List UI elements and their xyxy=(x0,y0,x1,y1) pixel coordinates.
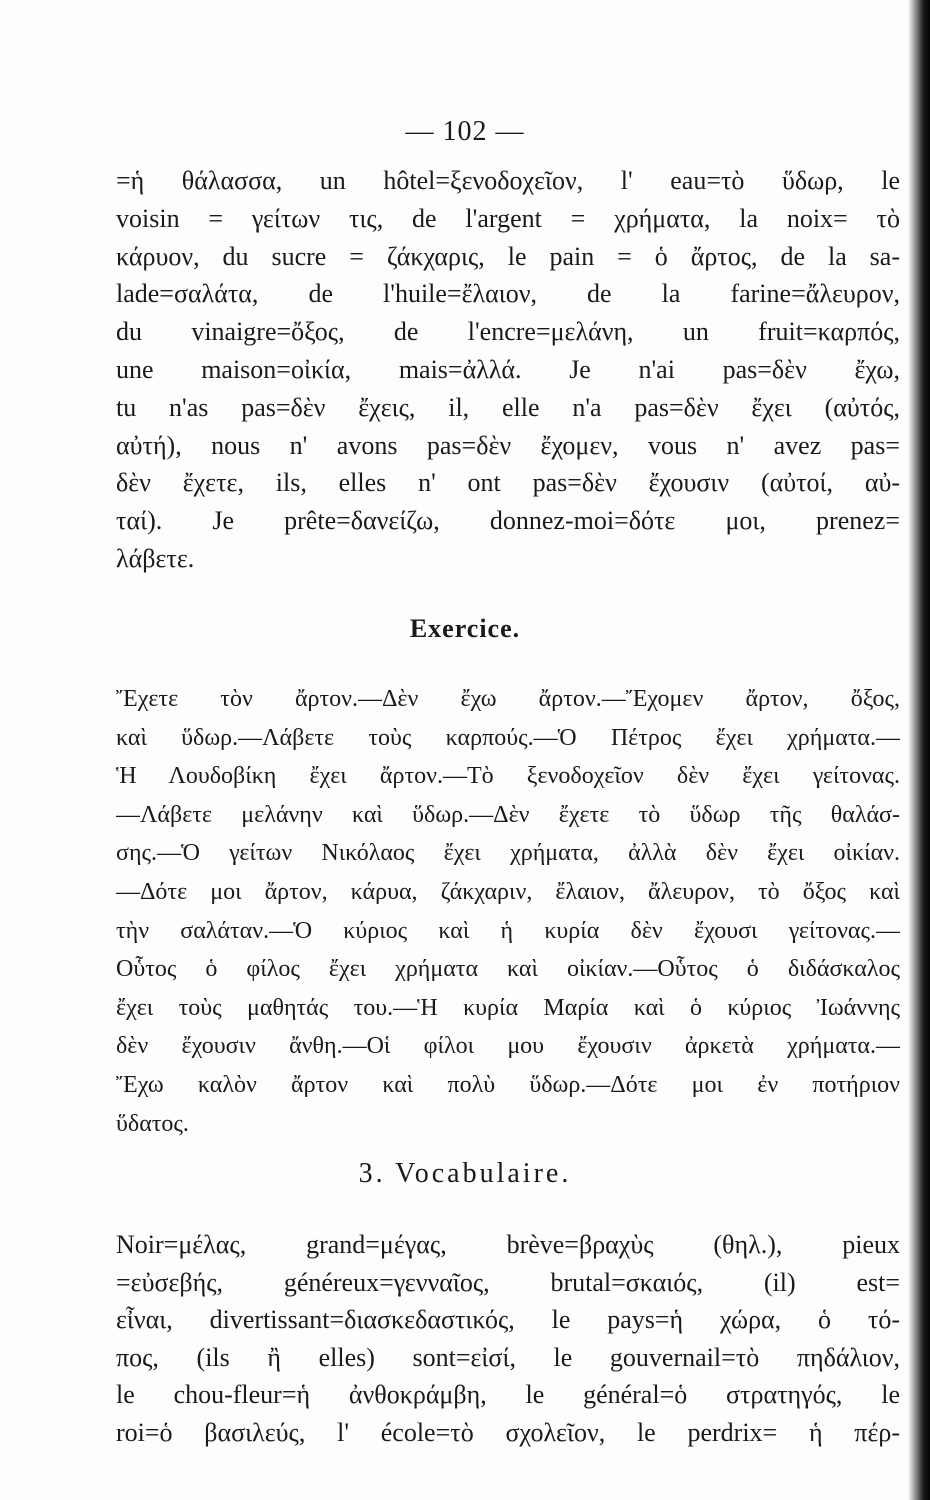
text-line: =ἡ θάλασσα, un hôtel=ξενοδοχεῖον, l' eau=τὸ ὕδωρ, le xyxy=(116,166,900,195)
page-number: — 102 — xyxy=(405,116,525,147)
text-line: tu n'as pas=δὲν ἔχεις, il, elle n'a pas=δὲν ἔχει (αὐτός, xyxy=(116,392,900,422)
page-edge-shadow xyxy=(908,0,930,1500)
text-line: roi=ὁ βασιλεύς, l' école=τὸ σχολεῖον, le perdrix= ἡ πέρ- xyxy=(116,1417,900,1447)
text-line: τὴν σαλάταν.—Ὁ κύριος καὶ ἡ κυρία δὲν ἔχουσι γείτονας.— xyxy=(116,917,900,944)
text-line: ὕδατος. xyxy=(116,1110,189,1137)
vocabulary-paragraph xyxy=(116,1226,900,1451)
text-line: Noir=μέλας, grand=μέγας, brève=βραχὺς (θηλ.), pieux xyxy=(116,1230,900,1259)
text-line: σης.—Ὁ γείτων Νικόλαος ἔχει χρήματα, ἀλλὰ δὲν ἔχει οἰκίαν. xyxy=(116,840,900,867)
text-line: Οὗτος ὁ φίλος ἔχει χρήματα καὶ οἰκίαν.—Οὗτος ὁ διδάσκαλος xyxy=(116,956,900,983)
text-line: εἶναι, divertissant=διασκεδαστικός, le pays=ἡ χώρα, ὁ τό- xyxy=(116,1305,900,1334)
text-line: =εὐσεβής, généreux=γενναῖος, brutal=σκαιός, (il) est= xyxy=(116,1267,900,1297)
text-line: du vinaigre=ὄξος, de l'encre=μελάνη, un fruit=καρπός, xyxy=(116,317,900,347)
text-line: ἔχει τοὺς μαθητάς του.—Ἡ κυρία Μαρία καὶ ὁ κύριος Ἰωάννης xyxy=(116,994,900,1021)
text-line: —Λάβετε μελάνην καὶ ὕδωρ.—Δὲν ἔχετε τὸ ὕδωρ τῆς θαλάσ- xyxy=(116,801,900,828)
text-line: Ἔχετε τὸν ἄρτον.—Δὲν ἔχω ἄρτον.—Ἔχομεν ἄρτον, ὄξος, xyxy=(116,686,900,712)
exercise-heading: Exercice. xyxy=(409,614,521,643)
text-line: κάρυον, du sucre = ζάκχαρις, le pain = ὁ ἄρτος, de la sa- xyxy=(116,241,900,271)
text-line: lade=σαλάτα, de l'huile=ἔλαιον, de la farine=ἄλευρον, xyxy=(116,279,900,309)
vocabulary-heading: 3. Vocabulaire. xyxy=(358,1158,572,1189)
intro-vocabulary-paragraph xyxy=(116,162,900,578)
text-line: καὶ ὕδωρ.—Λάβετε τοὺς καρπούς.—Ὁ Πέτρος ἔχει χρήματα.— xyxy=(116,724,900,751)
text-line: Ἡ Λουδοβίκη ἔχει ἄρτον.—Τὸ ξενοδοχεῖον δὲν ἔχει γείτονας. xyxy=(116,763,900,790)
text-line: δὲν ἔχετε, ils, elles n' ont pas=δὲν ἔχουσιν (αὐτοί, αὐ- xyxy=(116,468,900,498)
text-line: une maison=οἰκία, mais=ἀλλά. Je n'ai pas=δὲν ἔχω, xyxy=(116,354,900,384)
text-line: Ἔχω καλὸν ἄρτον καὶ πολὺ ὕδωρ.—Δότε μοι ἐν ποτήριον xyxy=(116,1071,900,1098)
exercise-paragraph xyxy=(116,680,900,1143)
text-line: πος, (ils ἢ elles) sont=εἰσί, le gouvernail=τὸ πηδάλιον, xyxy=(116,1342,900,1372)
text-line: λάβετε. xyxy=(116,543,195,573)
text-line: —Δότε μοι ἄρτον, κάρυα, ζάκχαριν, ἔλαιον, ἄλευρον, τὸ ὄξος καὶ xyxy=(116,878,900,905)
text-line: αὐτή), nous n' avons pas=δὲν ἔχομεν, vous n' avez pas= xyxy=(116,430,900,460)
text-line: voisin = γείτων τις, de l'argent = χρήματα, la noix= τὸ xyxy=(116,203,900,233)
text-line: δὲν ἔχουσιν ἄνθη.—Οἱ φίλοι μου ἔχουσιν ἀρκετὰ χρήματα.— xyxy=(116,1033,900,1060)
text-line: le chou-fleur=ἡ ἀνθοκράμβη, le général=ὁ στρατηγός, le xyxy=(116,1380,900,1409)
text-line: ταί). Je prête=δανείζω, donnez-moi=δότε μοι, prenez= xyxy=(116,506,900,536)
